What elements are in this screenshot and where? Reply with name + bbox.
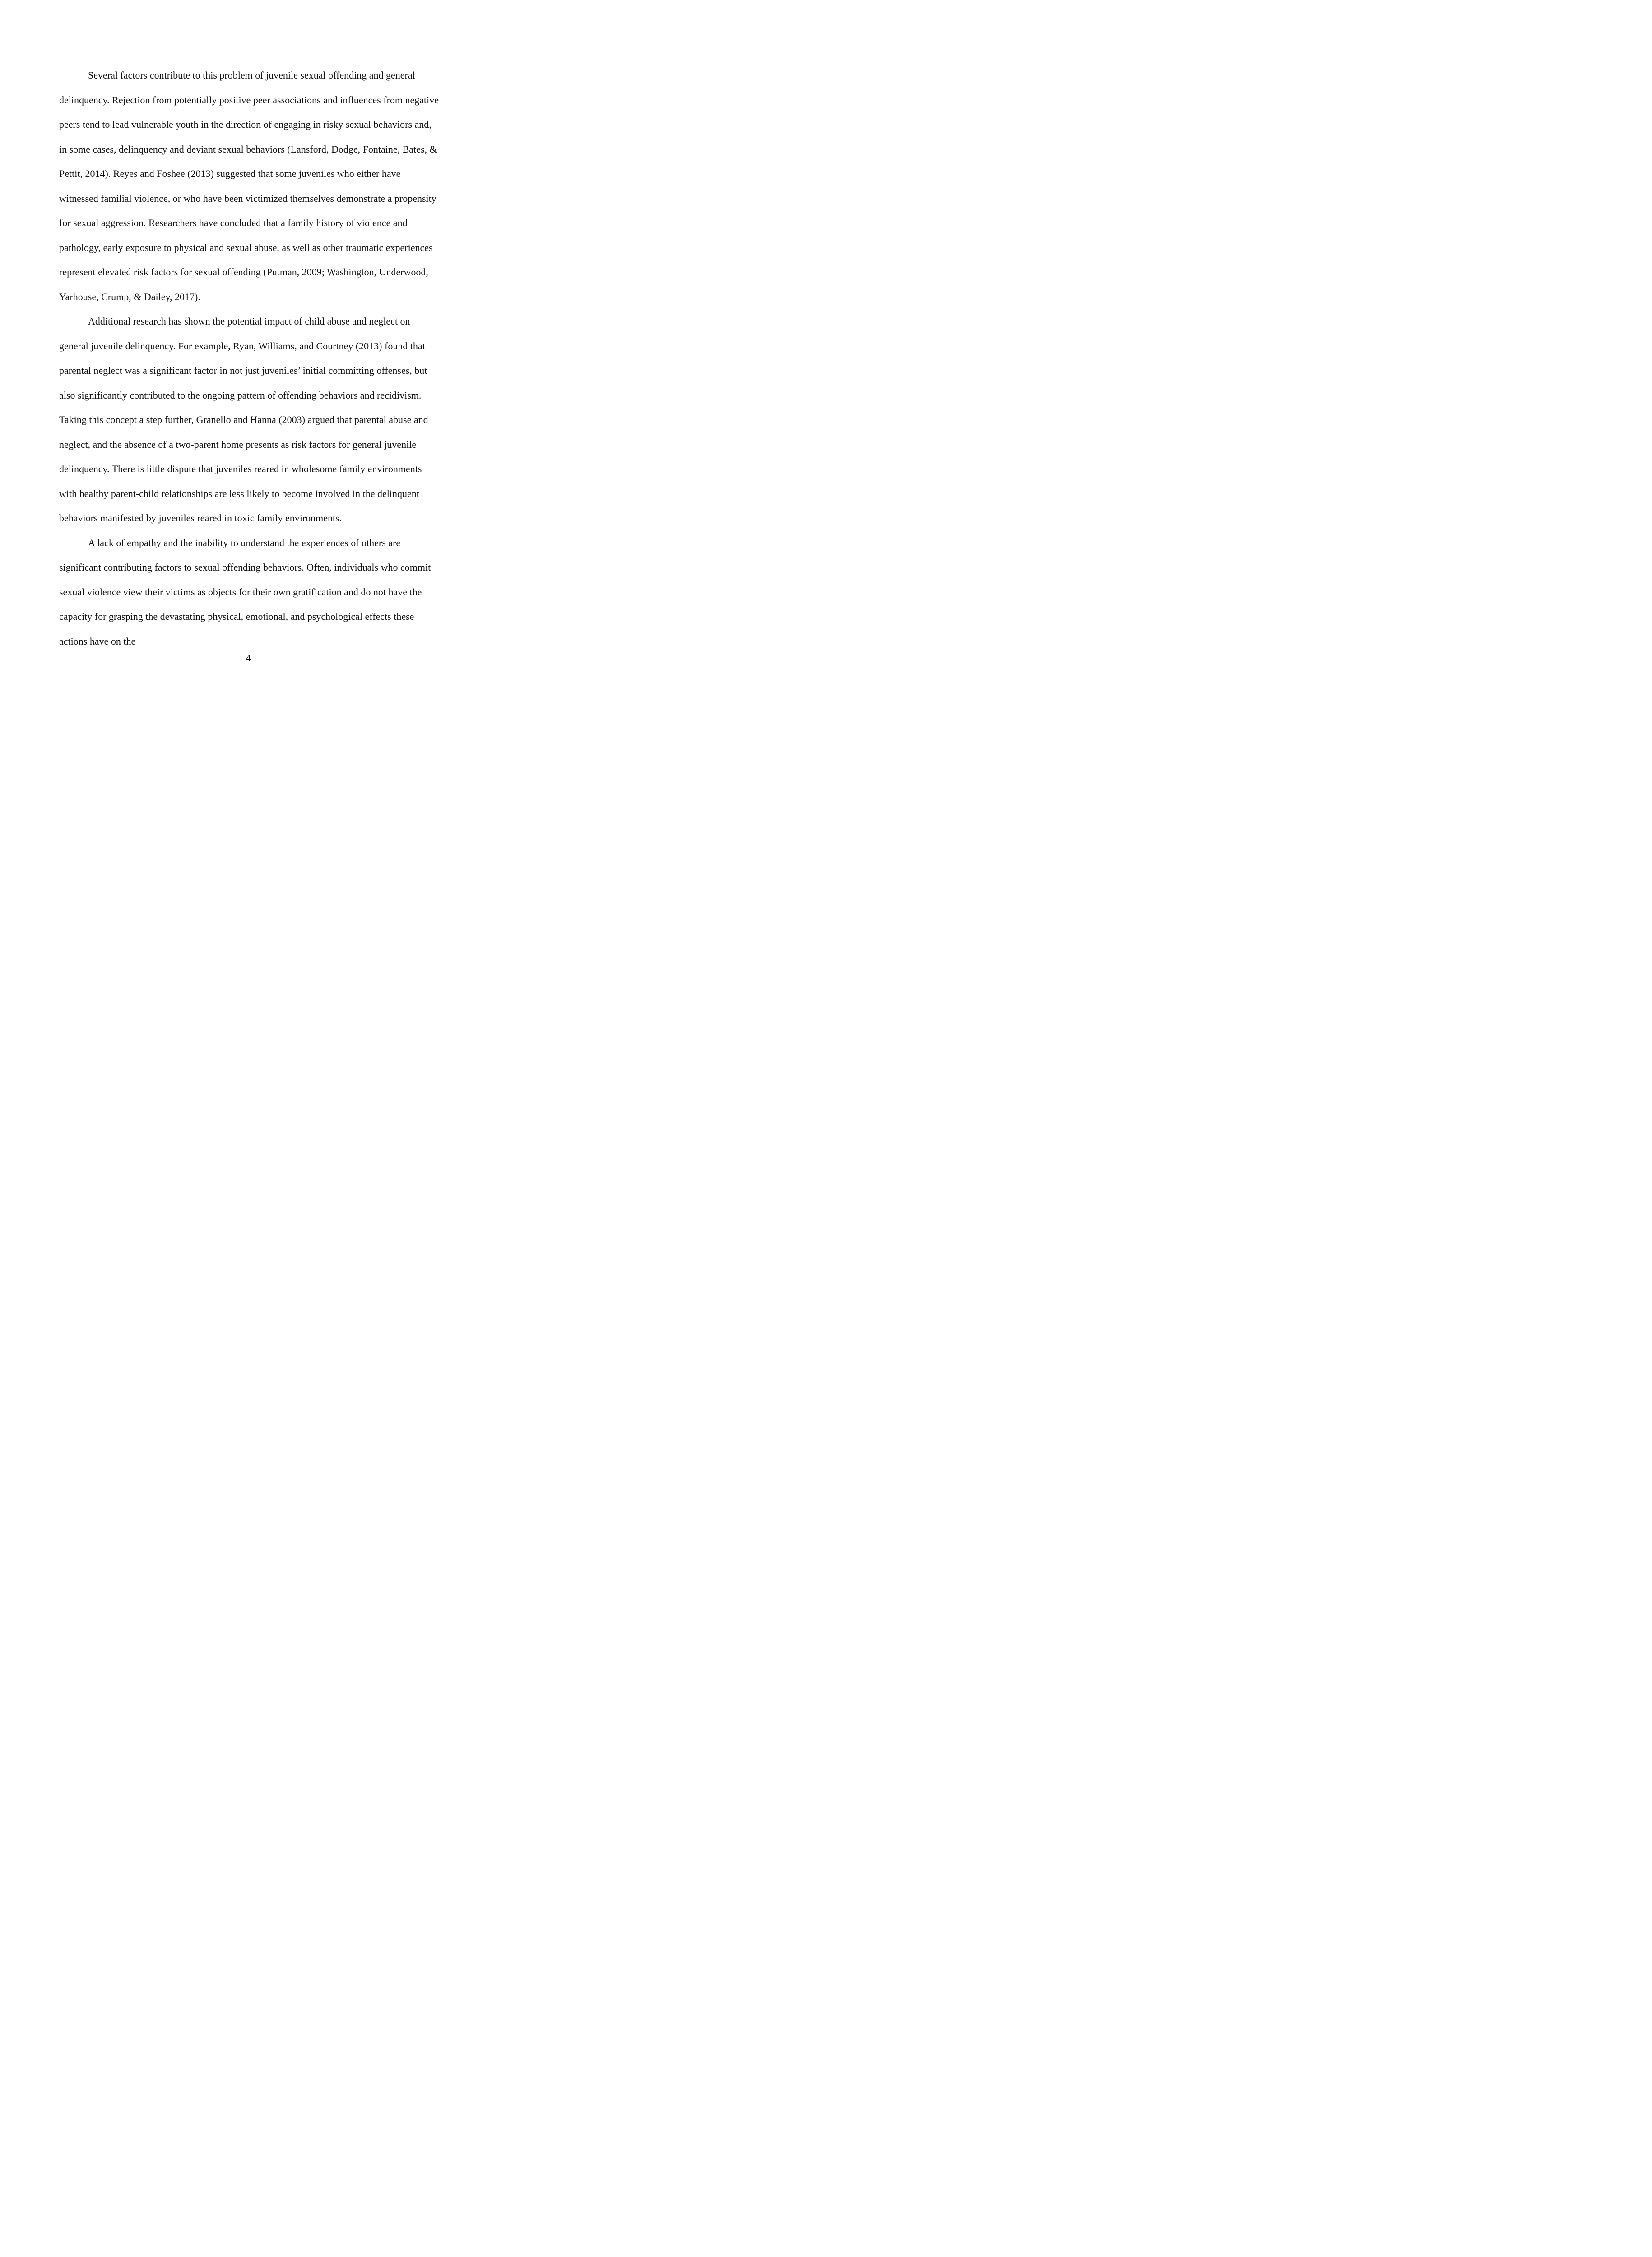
- paragraph-1: Several factors contribute to this problem of juvenile sexual offending and general delinquency. Rejection from potentially positive peer associations and influences from negative peers tend to lead vulnerable youth in the direction of engaging in risky sexual behaviors and, in some cases, delinquency and deviant sexual behaviors (Lansford, Dodge, Fontaine, Bates, & Pettit, 2014). Reyes and Foshee (2013) suggested that some juveniles who either have witnessed familial violence, or who have been victimized themselves demonstrate a propensity for sexual aggression. Researchers have concluded that a family history of violence and pathology, early exposure to physical and sexual abuse, as well as other traumatic experiences represent elevated risk factors for sexual offending (Putman, 2009; Washington, Underwood, Yarhouse, Crump, & Dailey, 2017).: [59, 70, 439, 302]
- paragraph-2: Additional research has shown the potential impact of child abuse and neglect on general juvenile delinquency. For example, Ryan, Williams, and Courtney (2013) found that parental neglect was a significant factor in not just juveniles’ initial committing offenses, but also significantly contributed to the ongoing pattern of offending behaviors and recidivism. Taking this concept a step further, Granello and Hanna (2003) argued that parental abuse and neglect, and the absence of a two-parent home presents as risk factors for general juvenile delinquency. There is little dispute that juveniles reared in wholesome family environments with healthy parent-child relationships are less likely to become involved in the delinquent behaviors manifested by juveniles reared in toxic family environments.: [59, 316, 428, 524]
- document-page: [0, 0, 497, 704]
- paragraph-3: A lack of empathy and the inability to understand the experiences of others are significant contributing factors to sexual offending behaviors. Often, individuals who commit sexual violence view their victims as objects for their own gratification and do not have the capacity for grasping the devastating physical, emotional, and psychological effects these actions have on the: [59, 537, 431, 647]
- page-number: 4: [246, 652, 251, 664]
- body-text: [59, 63, 441, 654]
